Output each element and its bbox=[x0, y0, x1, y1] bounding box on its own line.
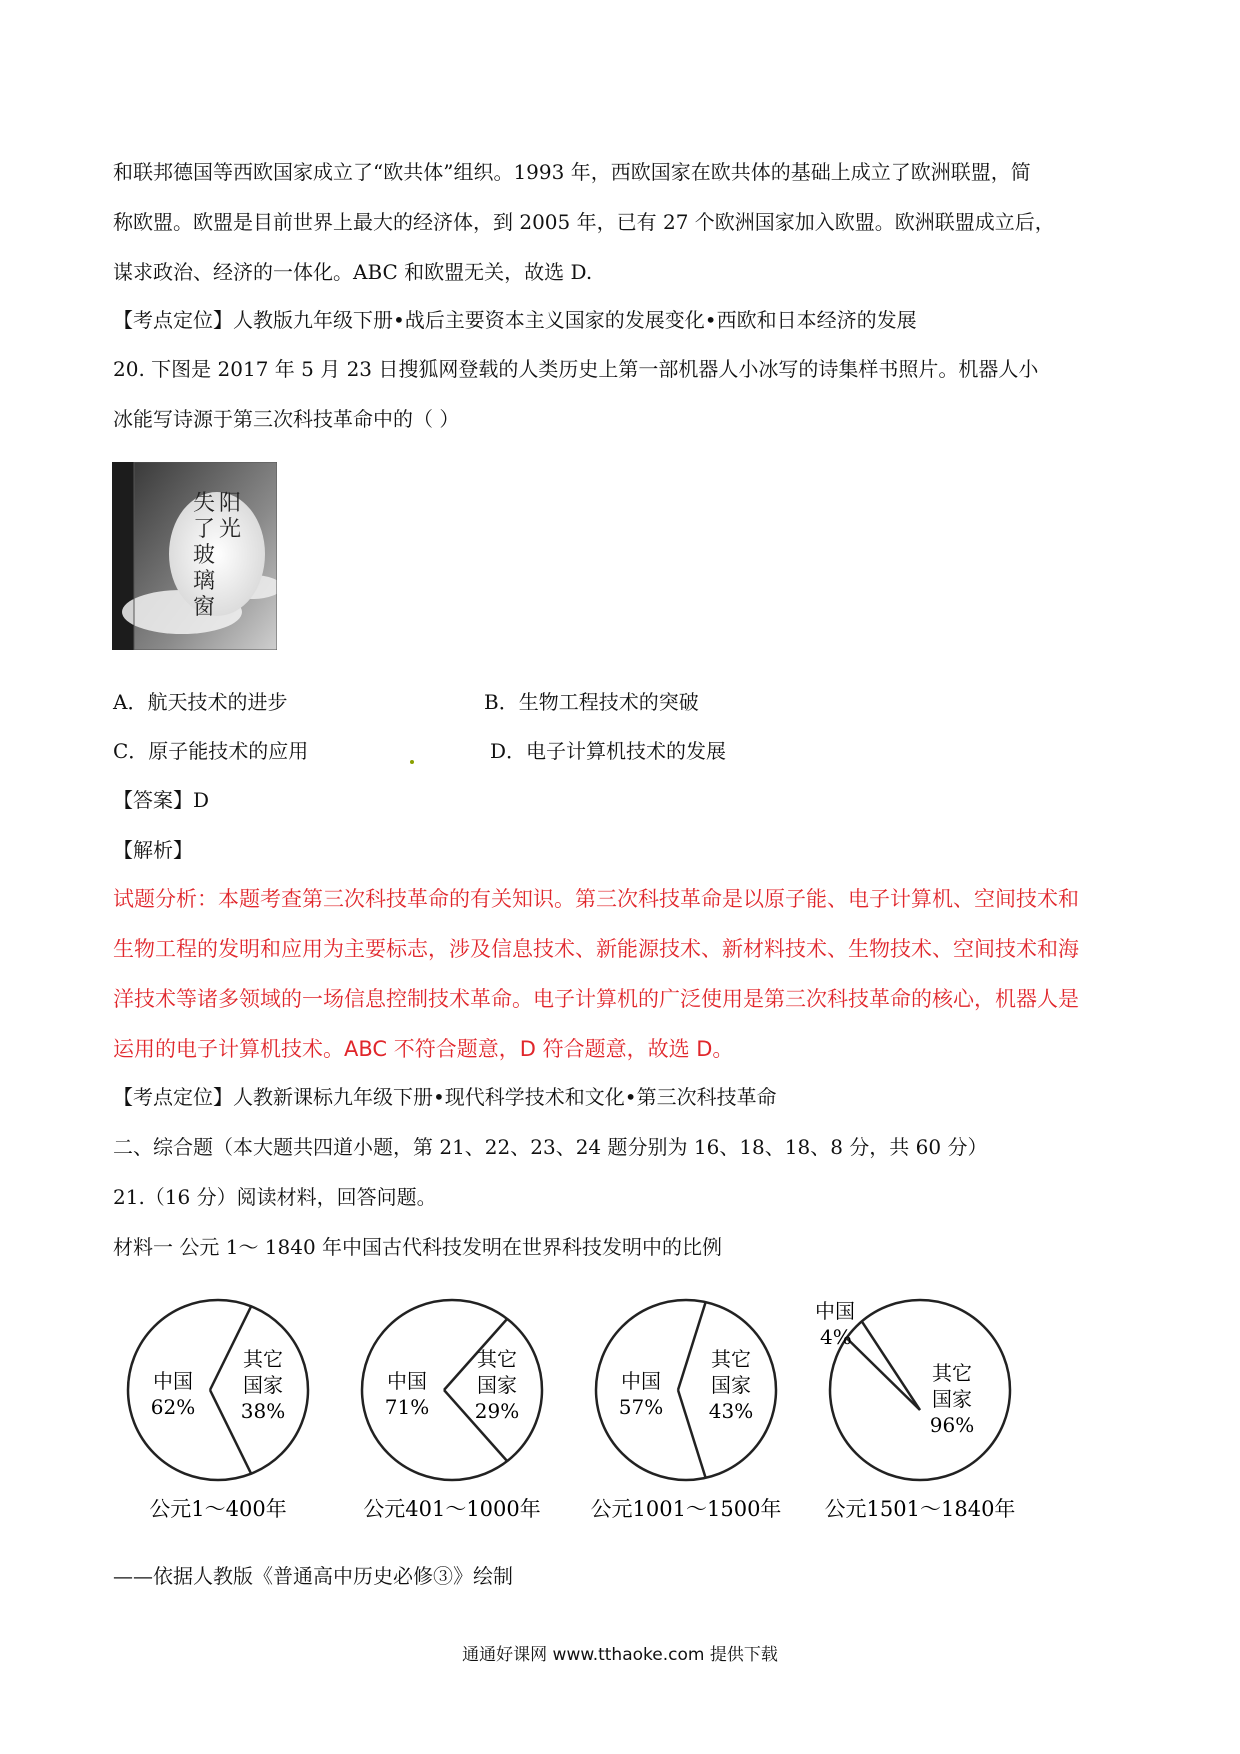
page-footer: 通通好课网 www.tthaoke.com 提供下载 bbox=[462, 1645, 778, 1665]
book-title-char: 窗 bbox=[192, 595, 216, 620]
slice-value-other: 43% bbox=[708, 1399, 754, 1423]
option-d: D．电子计算机技术的发展 bbox=[490, 739, 727, 763]
pie-slice-boundary bbox=[847, 1338, 920, 1410]
slice-label-other: 其它 bbox=[243, 1347, 283, 1371]
option-c: C．原子能技术的应用 bbox=[113, 739, 309, 763]
option-b: B．生物工程技术的突破 bbox=[484, 690, 699, 714]
pie-caption: 公元1～400年 bbox=[149, 1497, 287, 1521]
slice-value-other: 96% bbox=[929, 1413, 975, 1437]
slice-value-china: 62% bbox=[150, 1395, 196, 1419]
sun-circle bbox=[169, 492, 265, 616]
paragraph-line: 称欧盟。欧盟是目前世界上最大的经济体，到 2005 年，已有 27 个欧洲国家加入欧盟。欧洲联盟成立后， bbox=[113, 210, 1055, 234]
analysis-text: 生物工程的发明和应用为主要标志，涉及信息技术、新能源技术、新材料技术、生物技术、空间技术和海 bbox=[113, 937, 1079, 961]
pie-slice-boundary bbox=[862, 1321, 920, 1410]
book-title-char: 玻 bbox=[192, 543, 216, 568]
book-title-char: 璃 bbox=[192, 569, 216, 594]
pie-caption: 公元1501～1840年 bbox=[824, 1497, 1016, 1521]
book-title-char: 光 bbox=[218, 517, 242, 542]
analysis-text: 洋技术等诸多领域的一场信息控制技术革命。电子计算机的广泛使用是第三次科技革命的核心，机器人是 bbox=[113, 987, 1079, 1011]
pie-slice-boundary bbox=[678, 1302, 706, 1390]
slice-value-china: 71% bbox=[384, 1395, 430, 1419]
paragraph-line: 谋求政治、经济的一体化。ABC 和欧盟无关，故选 D. bbox=[113, 260, 593, 284]
question-20-cont: 冰能写诗源于第三次科技革命中的（ ） bbox=[113, 407, 460, 431]
slice-label-other: 国家 bbox=[711, 1373, 751, 1397]
slice-label-china: 中国 bbox=[621, 1369, 661, 1393]
analysis-text: 运用的电子计算机技术。ABC 不符合题意，D 符合题意，故选 D。 bbox=[113, 1037, 734, 1061]
slice-label-china: 中国 bbox=[815, 1299, 855, 1323]
knowledge-point: 【考点定位】人教版九年级下册•战后主要资本主义国家的发展变化•西欧和日本经济的发展 bbox=[113, 308, 917, 332]
stray-dot bbox=[410, 760, 414, 764]
pie-caption: 公元401～1000年 bbox=[363, 1497, 541, 1521]
book-title-char: 失 bbox=[192, 491, 216, 516]
paragraph-line: 和联邦德国等西欧国家成立了“欧共体”组织。1993 年，西欧国家在欧共体的基础上成立了欧洲联盟，简 bbox=[113, 160, 1031, 184]
slice-value-other: 29% bbox=[474, 1399, 520, 1423]
analysis-label: 【解析】 bbox=[113, 838, 193, 862]
book-title-char: 阳 bbox=[218, 491, 242, 516]
slice-label-other: 其它 bbox=[477, 1347, 517, 1371]
book-title-char: 了 bbox=[192, 517, 216, 542]
pie-slice-boundary bbox=[678, 1390, 706, 1478]
pie-outline bbox=[830, 1300, 1010, 1480]
option-a: A．航天技术的进步 bbox=[113, 690, 288, 714]
analysis-text: 试题分析：本题考查第三次科技革命的有关知识。第三次科技革命是以原子能、电子计算机、空间技术和 bbox=[113, 887, 1079, 911]
pie-charts bbox=[118, 1290, 1118, 1530]
slice-label-other: 国家 bbox=[243, 1373, 283, 1397]
section-2-heading: 二、综合题（本大题共四道小题，第 21、22、23、24 题分别为 16、18、18、8 分，共 60 分） bbox=[113, 1135, 988, 1159]
chart-source: ——依据人教版《普通高中历史必修③》绘制 bbox=[113, 1564, 513, 1588]
slice-label-other: 国家 bbox=[932, 1387, 972, 1411]
pie-caption: 公元1001～1500年 bbox=[590, 1497, 782, 1521]
slice-label-other: 国家 bbox=[477, 1373, 517, 1397]
slice-label-china: 中国 bbox=[387, 1369, 427, 1393]
slice-value-china: 4% bbox=[820, 1325, 852, 1349]
knowledge-point: 【考点定位】人教新课标九年级下册•现代科学技术和文化•第三次科技革命 bbox=[113, 1085, 777, 1109]
book-cover-image bbox=[112, 462, 277, 650]
slice-value-other: 38% bbox=[240, 1399, 286, 1423]
question-21: 21.（16 分）阅读材料，回答问题。 bbox=[113, 1185, 437, 1209]
pie-chart bbox=[815, 1299, 1015, 1521]
pie-chart bbox=[362, 1300, 542, 1521]
pie-chart bbox=[128, 1300, 308, 1521]
slice-label-china: 中国 bbox=[153, 1369, 193, 1393]
material-1-title: 材料一 公元 1～ 1840 年中国古代科技发明在世界科技发明中的比例 bbox=[113, 1235, 723, 1259]
pie-chart bbox=[591, 1300, 782, 1521]
answer-label: 【答案】D bbox=[113, 788, 210, 812]
question-20: 20. 下图是 2017 年 5 月 23 日搜狐网登载的人类历史上第一部机器人小冰写的诗集样书照片。机器人小 bbox=[113, 357, 1039, 381]
slice-label-other: 其它 bbox=[932, 1361, 972, 1385]
slice-value-china: 57% bbox=[618, 1395, 664, 1419]
slice-label-other: 其它 bbox=[711, 1347, 751, 1371]
